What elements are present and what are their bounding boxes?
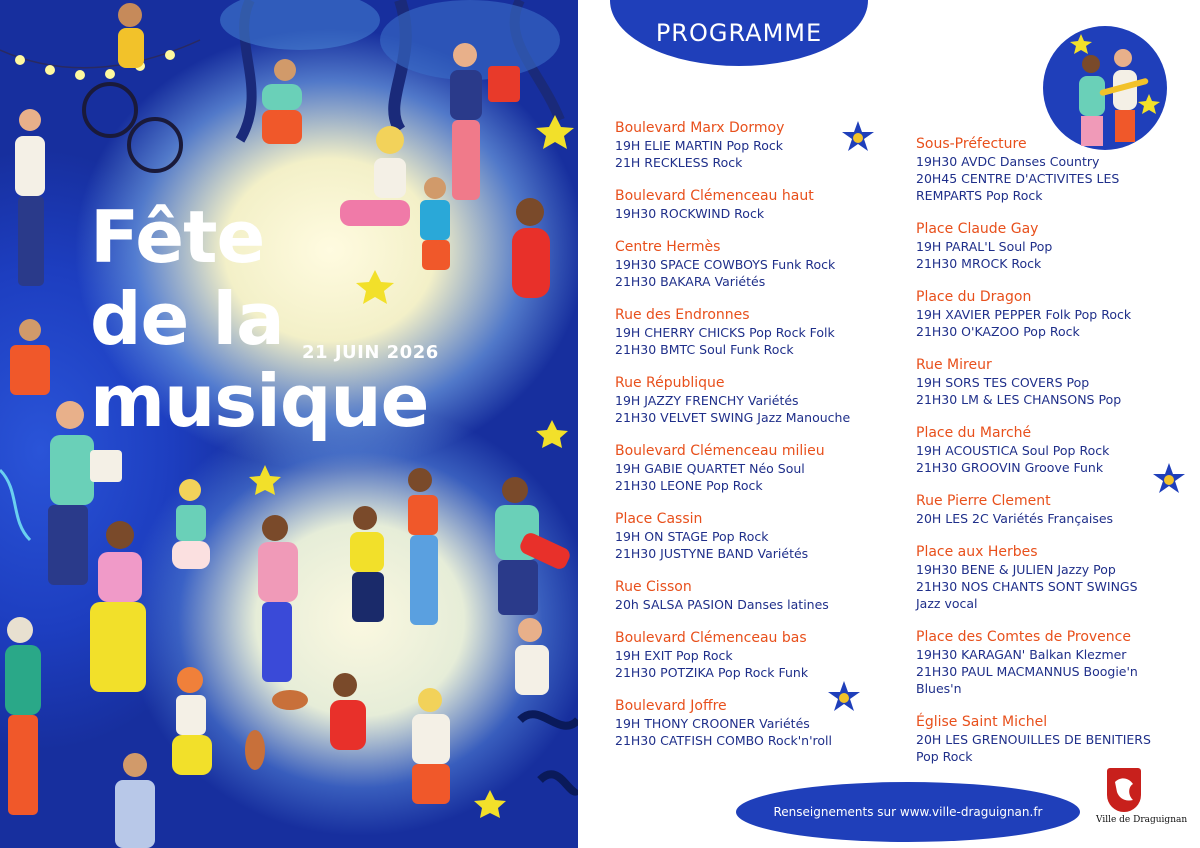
act-line [916,646,1151,663]
act-name: 20h SALSA PASION [615,597,734,612]
act-genre: Néo Soul [749,461,805,476]
venue-block [916,136,1151,204]
act-name: 19H EXIT [615,648,673,663]
act-genre: Rock [1011,256,1042,271]
act-genre: Pop Rock [986,188,1043,203]
act-genre: Soul Funk Rock [699,342,794,357]
act-name: 20H45 CENTRE D'ACTIVITES LES [916,171,1120,186]
act-name: 19H SORS TES COVERS [916,375,1063,390]
act-line [615,528,850,545]
act-genre: Pop Rock [916,749,973,764]
act-line [916,374,1151,391]
venue-block [916,629,1151,697]
venue-block [615,443,850,494]
venue-block [615,579,850,613]
act-name: 21H30 LM & LES CHANSONS [916,392,1095,407]
venue-block [615,239,850,290]
act-genre: Blues'n [916,681,962,696]
venue-block [916,289,1151,340]
programme-heading-pill [610,0,868,66]
act-name: 19H CHERRY CHICKS [615,325,746,340]
venue-block [615,188,850,222]
city-name: Ville de Draguignan [1096,815,1188,825]
info-footer-pill [736,782,1080,842]
act-name: 21H30 PAUL MACMANNUS [916,664,1080,679]
act-line [916,391,1151,408]
venue-block [916,544,1151,612]
act-name: 21H30 MROCK [916,256,1008,271]
act-name: 19H30 SPACE COWBOYS [615,257,768,272]
venue-name: Place Cassin [615,511,703,527]
act-name: 21H30 VELVET SWING [615,410,754,425]
act-name: 20H LES 2C [916,511,989,526]
act-line [615,647,850,664]
act-genre: Boogie'n [1083,664,1138,679]
act-genre: Soul Pop Rock [1021,443,1110,458]
act-genre: Pop [1098,392,1122,407]
musicians-badge-icon [1041,24,1169,152]
act-genre: Balkan Klezmer [1029,647,1127,662]
act-line [615,341,850,358]
act-name: 19H GABIE QUARTET [615,461,746,476]
act-genre: Pop Rock Folk [749,325,835,340]
act-genre: Jazz vocal [916,596,978,611]
act-line [615,273,850,290]
venue-block [615,120,850,171]
act-genre: Soul Pop [998,239,1053,254]
act-line [916,680,1151,697]
act-genre: Danses Country [999,154,1100,169]
act-line [615,392,850,409]
act-name: 21H30 BAKARA [615,274,711,289]
act-name: 19H JAZZY FRENCHY [615,393,744,408]
act-line [615,256,850,273]
act-genre: Pop Rock [711,529,769,544]
venue-name: Place du Marché [916,425,1032,441]
act-line [615,324,850,341]
act-name: 21H30 GROOVIN [916,460,1021,475]
act-genre: Variétés Françaises [992,511,1114,526]
act-line [916,561,1151,578]
act-name: 21H30 NOS CHANTS SONT SWINGS [916,579,1138,594]
act-name: 21H RECKLESS [615,155,709,170]
act-genre: Variétés [759,716,810,731]
act-line [615,545,850,562]
venue-block [916,493,1151,527]
venue-name: Rue des Endronnes [615,307,750,323]
act-genre: Pop Rock Funk [717,665,809,680]
programme-column-2 [916,136,1151,782]
act-genre: Jazz Manouche [757,410,851,425]
act-line [615,409,850,426]
act-genre: Pop Rock [676,648,733,663]
act-line [916,170,1151,187]
act-name: 21H30 POTZIKA [615,665,714,680]
act-line [615,715,850,732]
venue-name: Place des Comtes de Provence [916,629,1131,645]
act-genre: Pop [1066,375,1090,390]
act-name: 19H30 KARAGAN' [916,647,1026,662]
act-name: 19H ACOUSTICA [916,443,1018,458]
act-name: 19H ON STAGE [615,529,712,544]
venue-name: Centre Hermès [615,239,721,255]
act-name: 19H30 BENE & JULIEN [916,562,1054,577]
venue-name: Boulevard Clémenceau milieu [615,443,825,459]
venue-name: Place aux Herbes [916,544,1038,560]
act-line [615,205,850,222]
venue-name: Place du Dragon [916,289,1032,305]
venue-name: Place Claude Gay [916,221,1039,237]
venue-name: Rue Cisson [615,579,692,595]
act-genre: Variétés [757,546,809,561]
city-logo [1096,768,1188,825]
act-genre: Rock [712,155,743,170]
venue-name: Église Saint Michel [916,714,1048,730]
act-name: 21H30 JUSTYNE BAND [615,546,754,561]
act-genre: Pop Rock [1023,324,1080,339]
venue-block [615,511,850,562]
act-genre: Variétés [747,393,799,408]
act-genre: Funk Rock [771,257,836,272]
venue-block [916,425,1151,476]
venue-name: Boulevard Clémenceau bas [615,630,807,646]
act-line [615,154,850,171]
act-genre: Pop Rock [706,478,763,493]
venue-name: Boulevard Joffre [615,698,727,714]
venue-name: Rue République [615,375,725,391]
act-name: 21H30 CATFISH COMBO [615,733,764,748]
act-genre: Danses latines [737,597,829,612]
venue-block [615,375,850,426]
title-line-1: Fête [90,195,265,279]
venue-name: Boulevard Marx Dormoy [615,120,785,136]
act-line [916,510,1151,527]
coat-of-arms-icon [1107,768,1141,812]
poster-title [90,196,428,442]
programme-column-1 [615,120,850,766]
act-genre: Variétés [714,274,766,289]
act-genre: Rock'n'roll [767,733,832,748]
star-icon [1151,462,1187,498]
act-line [916,153,1151,170]
act-line [916,748,1151,765]
programme-heading: PROGRAMME [655,19,823,47]
act-line [615,732,850,749]
act-name: 19H THONY CROONER [615,716,756,731]
act-line [916,442,1151,459]
act-name: 19H XAVIER PEPPER [916,307,1042,322]
info-link-text[interactable]: Renseignements sur www.ville-draguignan.fr [773,805,1043,819]
venue-block [916,714,1151,765]
act-name: 19H PARAL'L [916,239,995,254]
act-line [916,595,1151,612]
title-line-2: de la [90,277,284,361]
act-name: 19H ELIE MARTIN [615,138,723,153]
act-line [916,187,1151,204]
venue-block [615,307,850,358]
act-line [916,663,1151,680]
act-name: 19H30 AVDC [916,154,996,169]
act-line [916,731,1151,748]
act-line [615,460,850,477]
act-line [615,596,850,613]
act-name: 21H30 O'KAZOO [916,324,1020,339]
act-name: 21H30 LEONE [615,478,703,493]
act-line [615,664,850,681]
act-genre: Jazzy Pop [1057,562,1116,577]
act-genre: Groove Funk [1024,460,1104,475]
act-name: REMPARTS [916,188,983,203]
title-line-3: musique [90,359,429,443]
event-date: 21 JUIN 2026 [302,342,439,363]
venue-name: Rue Mireur [916,357,992,373]
act-name: 21H30 BMTC [615,342,696,357]
act-line [916,578,1151,595]
act-line [916,459,1151,476]
act-name: 19H30 ROCKWIND Rock [615,206,765,221]
venue-block [615,630,850,681]
act-line [916,323,1151,340]
act-line [916,238,1151,255]
act-genre: Folk Pop Rock [1045,307,1132,322]
act-name: 20H LES GRENOUILLES DE BENITIERS [916,732,1151,747]
venue-block [916,357,1151,408]
poster-illustration [0,0,578,848]
act-line [916,255,1151,272]
act-line [615,477,850,494]
venue-name: Boulevard Clémenceau haut [615,188,814,204]
act-line [615,137,850,154]
venue-block [615,698,850,749]
venue-block [916,221,1151,272]
venue-name: Rue Pierre Clement [916,493,1051,509]
venue-name: Sous-Préfecture [916,136,1027,152]
act-line [916,306,1151,323]
act-genre: Pop Rock [726,138,783,153]
